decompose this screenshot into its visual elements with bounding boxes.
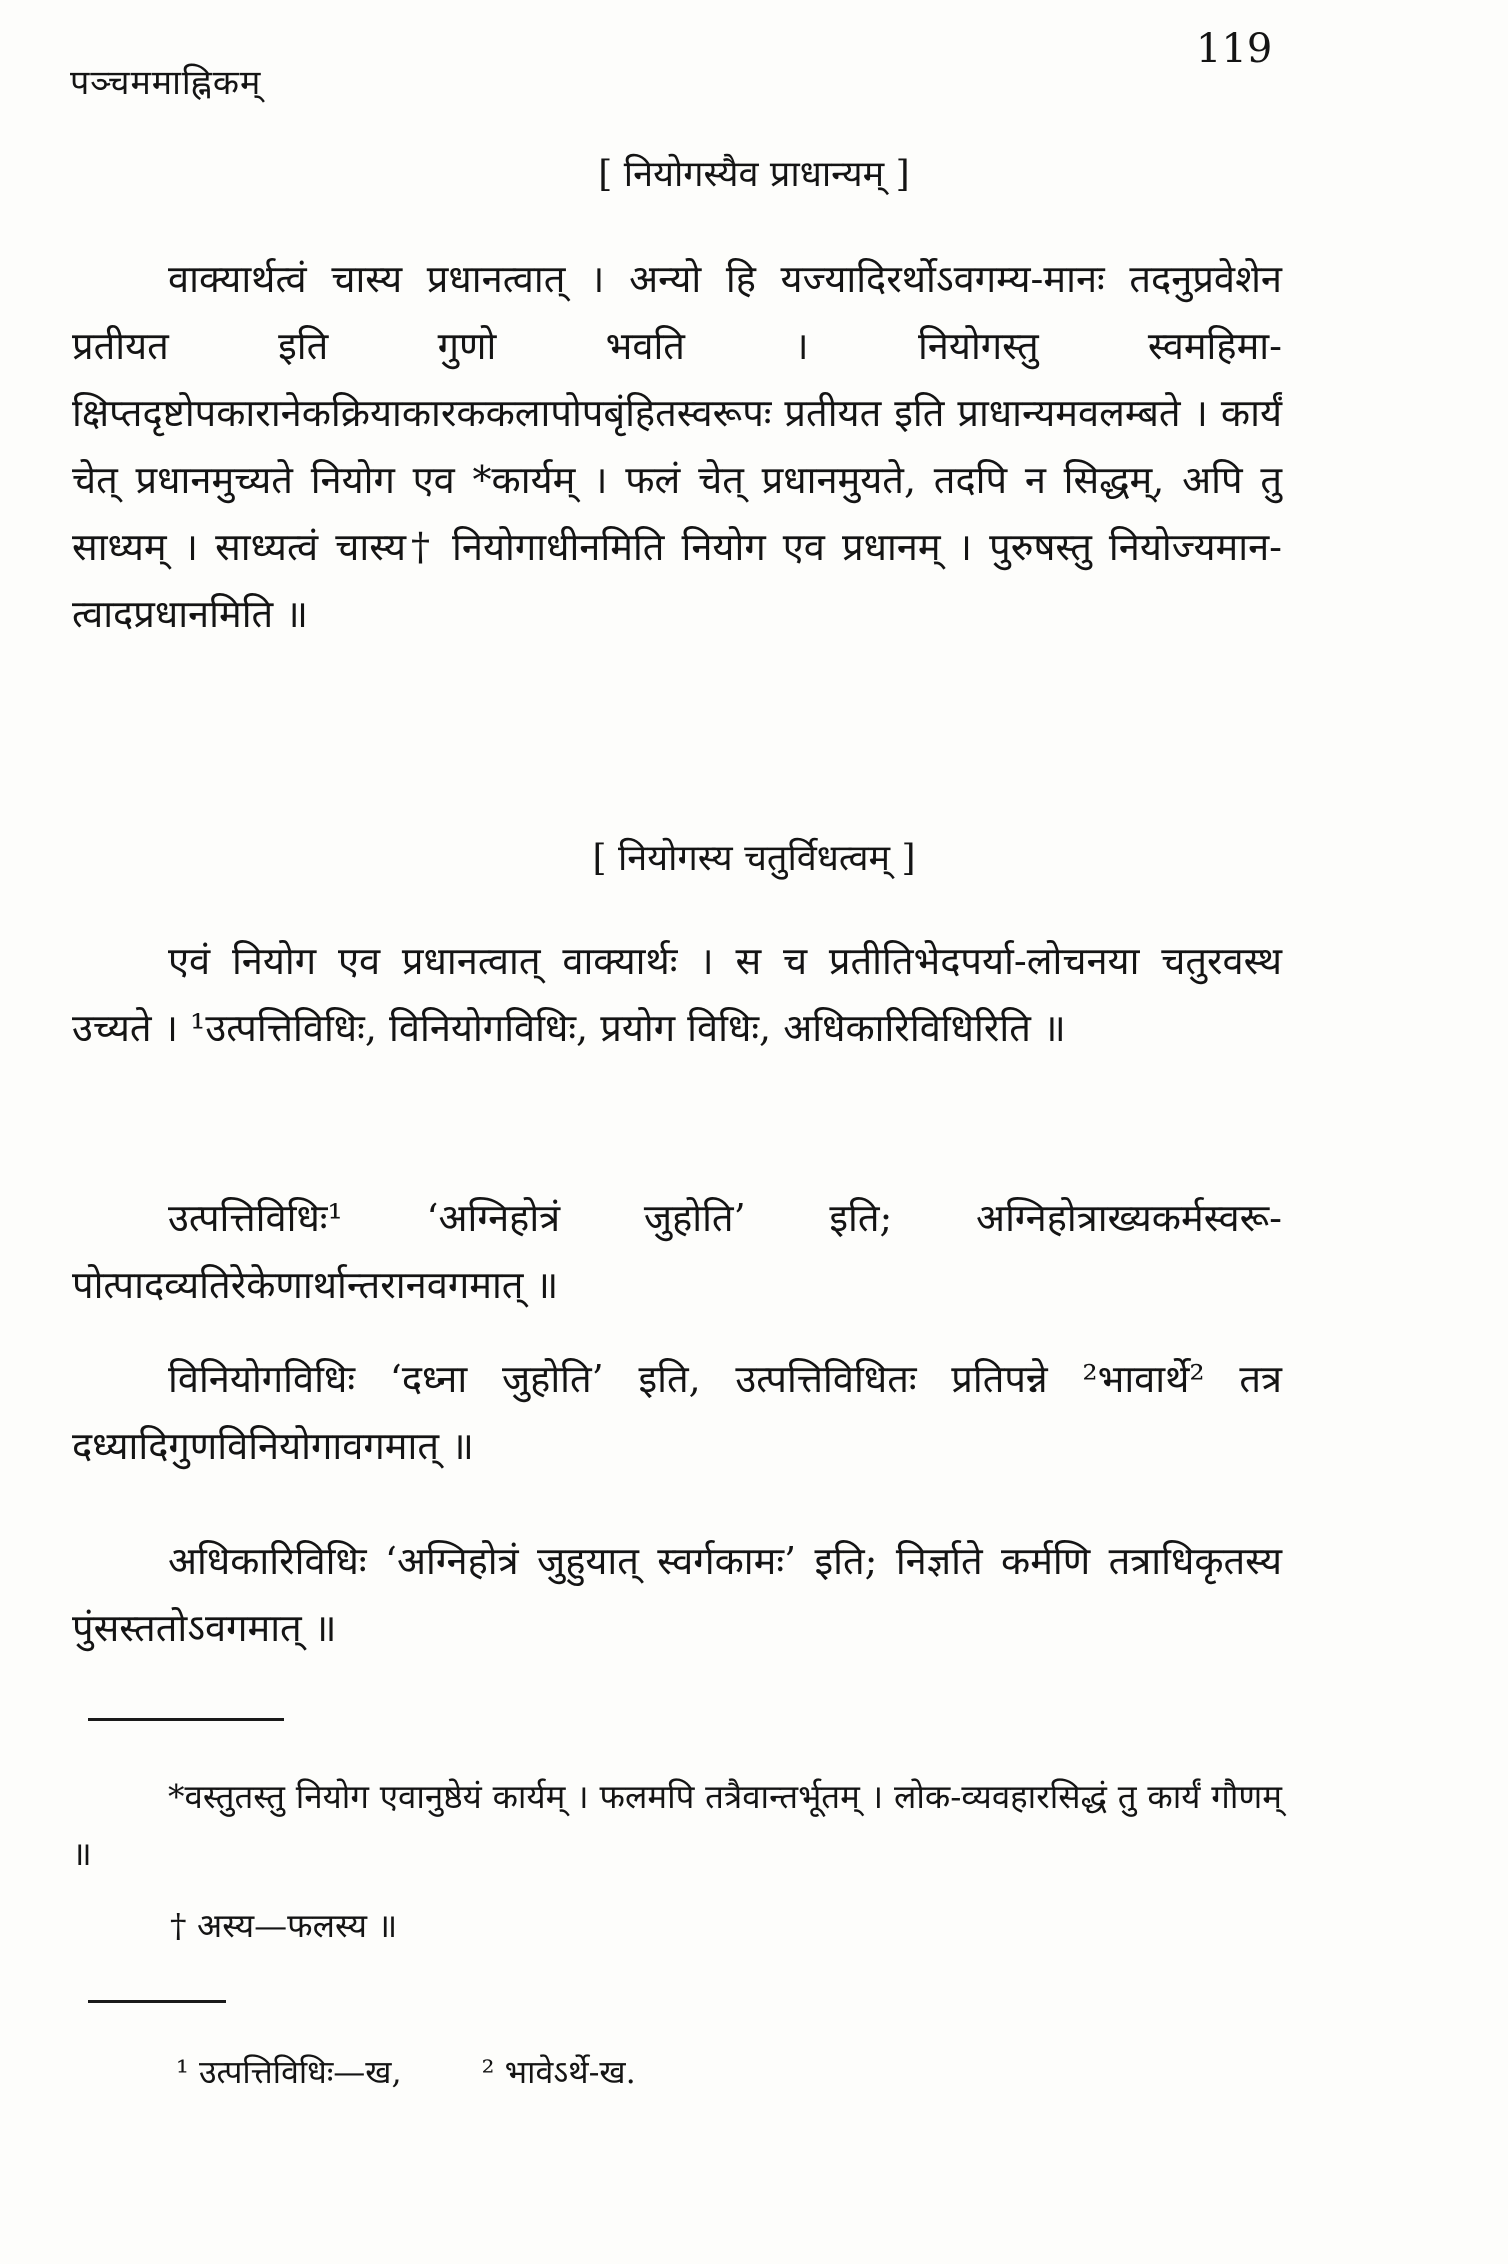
paragraph-text: अधिकारिविधिः ‘अग्निहोत्रं जुहुयात् स्वर्गकामः’ इति; निर्ज्ञाते कर्मणि तत्राधिकृतस्य पुंसस्ततोऽवगमात् ॥ [72, 1539, 1282, 1650]
paragraph [72, 1528, 1282, 1662]
variant-readings [176, 2050, 636, 2093]
footnote-dagger: † अस्य—फलस्य ॥ [170, 1906, 398, 1945]
paragraph-text: एवं नियोग एव प्रधानत्वात् वाक्यार्थः । स च प्रतीतिभेदपर्या-लोचनया चतुरवस्थ उच्यते । ¹उत्पत्तिविधिः, विनियोगविधिः, प्रयोग विधिः, अधिकारिविधिरिति ॥ [72, 939, 1282, 1050]
footnote-separator [88, 1718, 284, 1721]
paragraph [72, 928, 1282, 1062]
variant-reading-2: ² भावेऽर्थे-ख. [481, 2053, 636, 2091]
paragraph [72, 1185, 1282, 1319]
paragraph-text: विनियोगविधिः ‘दध्ना जुहोति’ इति, उत्पत्तिविधितः प्रतिपन्ने ²भावार्थे² तत्र दध्यादिगुणविनियोगावगमात् ॥ [72, 1357, 1282, 1468]
page-number: 119 [1196, 26, 1273, 72]
variant-separator [88, 2000, 226, 2003]
paragraph-text: उत्पत्तिविधिः¹ ‘अग्निहोत्रं जुहोति’ इति; अग्निहोत्राख्यकर्मस्वरू-पोत्पादव्यतिरेकेणार्थान्तरानवगमात् ॥ [72, 1196, 1282, 1307]
section-heading-1: [ नियोगस्यैव प्राधान्यम् ] [598, 154, 910, 195]
running-head: पञ्चममाह्निकम् [70, 63, 262, 103]
paragraph [72, 1346, 1282, 1480]
paragraph [72, 246, 1282, 648]
variant-reading-1: ¹ उत्पत्तिविधिः—ख, [176, 2053, 402, 2091]
footnote-star-text: *वस्तुतस्तु नियोग एवानुष्ठेयं कार्यम् । फलमपि तत्रैवान्तर्भूतम् । लोक-व्यवहारसिद्धं तु कार्यं गौणम् ॥ [72, 1777, 1282, 1873]
paragraph-text: वाक्यार्थत्वं चास्य प्रधानत्वात् । अन्यो हि यज्यादिरर्थोऽवगम्य-मानः तदनुप्रवेशेन प्रतीयत इति गुणो भवति । नियोगस्तु स्वमहिमा-क्षिप्तदृष्टोपकारानेकक्रियाकारककलापोपबृंहितस्वरूपः प्रतीयत इति प्राधान्यमवलम्बते । कार्यं चेत् प्रधानमुच्यते नियोग एव *कार्यम् । फलं चेत् प्रधानमुयते, तदपि न सिद्धम्, अपि तु साध्यम् । साध्यत्वं चास्य† नियोगाधीनमिति नियोग एव प्रधानम् । पुरुषस्तु नियोज्यमान-त्वादप्रधानमिति ॥ [72, 257, 1282, 636]
section-heading-2: [ नियोगस्य चतुर्विधत्वम् ] [592, 838, 916, 879]
footnote-star [72, 1768, 1282, 1882]
